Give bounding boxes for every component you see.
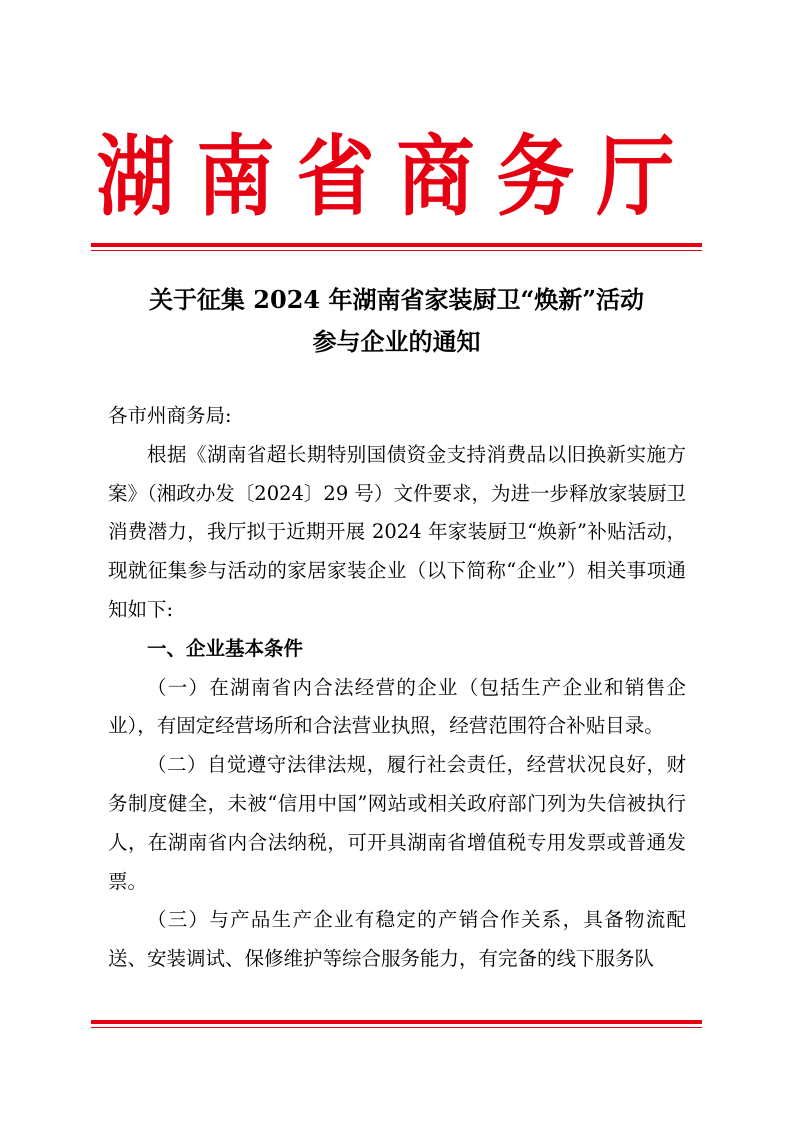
divider-thick-line bbox=[91, 243, 702, 247]
divider-thin-line bbox=[91, 1027, 702, 1028]
condition-item-2: （二）自觉遵守法律法规，履行社会责任，经营状况良好，财务制度健全，未被“信用中国”网站或相关政府部门列为失信被执行人，在湖南省内合法纳税，可开具湖南省增值税专用发票或普通发票。 bbox=[108, 753, 686, 893]
document-title-line-2: 参与企业的通知 bbox=[312, 327, 481, 356]
document-body bbox=[108, 397, 686, 979]
intro-paragraph: 根据《湖南省超长期特别国债资金支持消费品以旧换新实施方案》（湘政办发〔2024〕29 号）文件要求，为进一步释放家装厨卫消费潜力，我厅拟于近期开展 2024 年家装厨卫“焕新”补贴活动，现就征集参与活动的家居家装企业（以下简称“企业”）相关事项通知如下: bbox=[108, 442, 686, 621]
letterhead-divider-top bbox=[91, 243, 702, 251]
section-heading: 一、企业基本条件 bbox=[147, 636, 304, 660]
letterhead-org-name: 湖南省商务厅 bbox=[96, 126, 697, 229]
divider-thick-line bbox=[91, 1020, 702, 1024]
footer-divider bbox=[91, 1020, 702, 1028]
salutation: 各市州商务局: bbox=[108, 404, 232, 427]
condition-item-1: （一）在湖南省内合法经营的企业（包括生产企业和销售企业），有固定经营场所和合法营业执照，经营范围符合补贴目录。 bbox=[108, 675, 686, 738]
condition-item-3: （三）与产品生产企业有稳定的产销合作关系，具备物流配送、安装调试、保修维护等综合服务能力，有完备的线下服务队 bbox=[108, 908, 686, 971]
document-title bbox=[91, 279, 702, 363]
document-title-line-1: 关于征集 2024 年湖南省家装厨卫“焕新”活动 bbox=[148, 285, 645, 314]
divider-thin-line bbox=[91, 250, 702, 251]
